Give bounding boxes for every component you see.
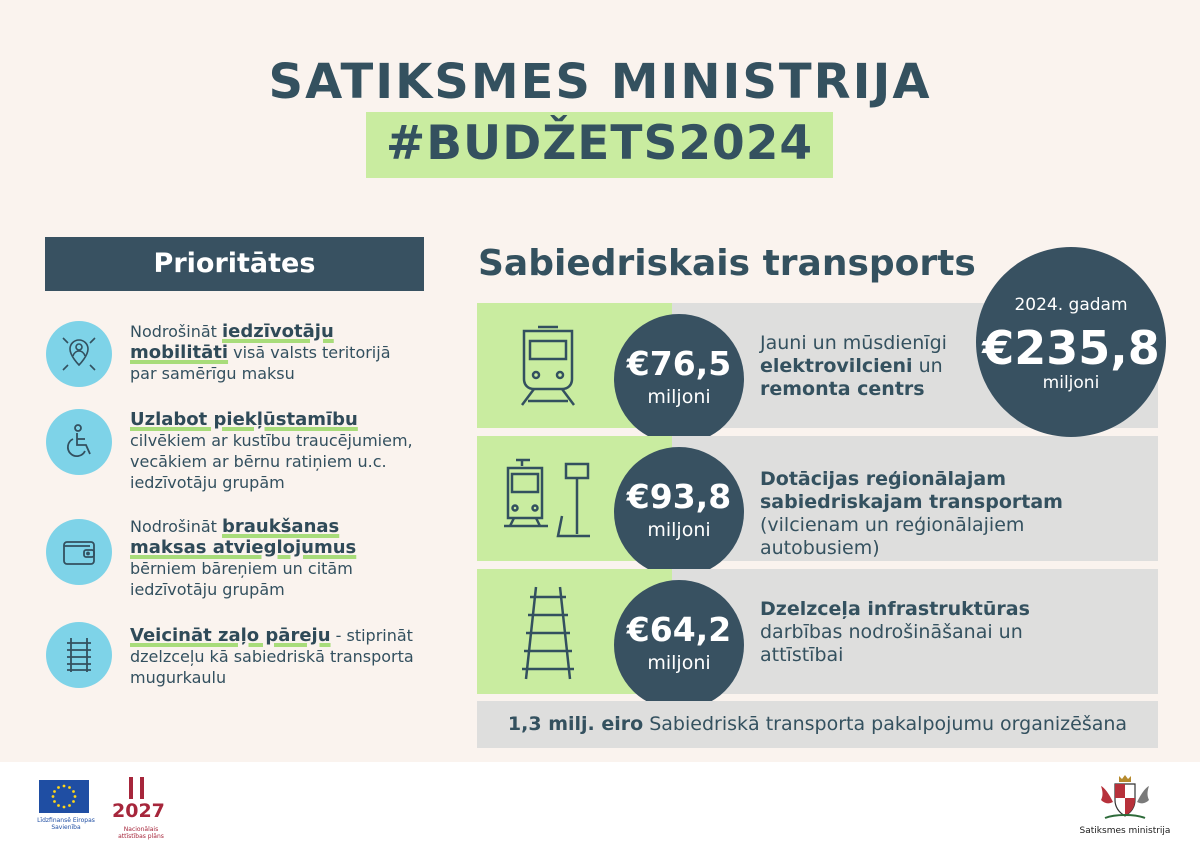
total-budget-circle (976, 247, 1166, 437)
railway-track-icon (500, 585, 596, 685)
amount-unit: miljoni (647, 386, 711, 408)
railway-track-icon (46, 622, 112, 688)
train-icon (500, 323, 596, 413)
organization-text: 1,3 milj. eiro Sabiedriskā transporta pakalpojumu organizēšana (507, 713, 1128, 735)
transport-heading: Sabiedriskais transports (478, 243, 976, 284)
priority-item-mobility: Nodrošināt iedzīvotāju mobilitāti visā valsts teritorijā par samērīgu maksu (130, 321, 391, 383)
priority-item-fares: Nodrošināt braukšanas maksas atvieglojumus bērniem bāreņiem un citām iedzīvotāju grupām (130, 516, 357, 599)
tram-stop-icon (500, 456, 600, 546)
total-unit: miljoni (1042, 373, 1100, 393)
eu-cofinanced-label: Līdzfinansē Eiropas Savienība (37, 817, 95, 831)
amount-value: €64,2 (626, 610, 732, 649)
wheelchair-icon (46, 409, 112, 475)
amount-unit: miljoni (647, 652, 711, 674)
page-title: SATIKSMES MINISTRIJA (268, 54, 932, 110)
ministry-label: Satiksmes ministrija (1079, 826, 1171, 836)
row-description: Dotācijas reģionālajam sabiedriskajam transportam (vilcienam un reģionālajiem autobusiem) (760, 468, 1063, 559)
row-description: Dzelzceļa infrastruktūras darbības nodrošināšanai un attīstībai (760, 598, 1030, 666)
amount-circle (614, 580, 744, 710)
amount-circle (614, 314, 744, 444)
priorities-heading: Prioritātes (45, 237, 424, 291)
wallet-icon (46, 519, 112, 585)
coat-of-arms-icon (1093, 772, 1157, 828)
priority-item-green-transition: Veicināt zaļo pāreju - stiprināt dzelzceļu kā sabiedriskā transporta mugurkaulu (130, 625, 414, 687)
amount-value: €93,8 (626, 477, 732, 516)
hashtag: #BUDŽETS2024 (385, 116, 814, 171)
amount-value: €76,5 (626, 344, 732, 383)
amount-circle (614, 447, 744, 577)
total-amount: €235,8 (982, 321, 1160, 375)
amount-unit: miljoni (647, 519, 711, 541)
row-description: Jauni un mūsdienīgi elektrovilcieni un remonta centrs (760, 332, 947, 400)
total-year: 2024. gadam (1014, 295, 1128, 315)
eu-flag-icon (39, 780, 89, 813)
np-label: Nacionālais attīstības plāns (118, 826, 164, 840)
person-location-icon (46, 321, 112, 387)
priority-item-accessibility: Uzlabot piekļūstamību cilvēkiem ar kustību traucējumiem, vecākiem ar bērnu ratiņiem u.c. iedzīvotāju grupām (130, 409, 413, 492)
footer (0, 762, 1200, 851)
np-year: 2027 (112, 800, 165, 822)
